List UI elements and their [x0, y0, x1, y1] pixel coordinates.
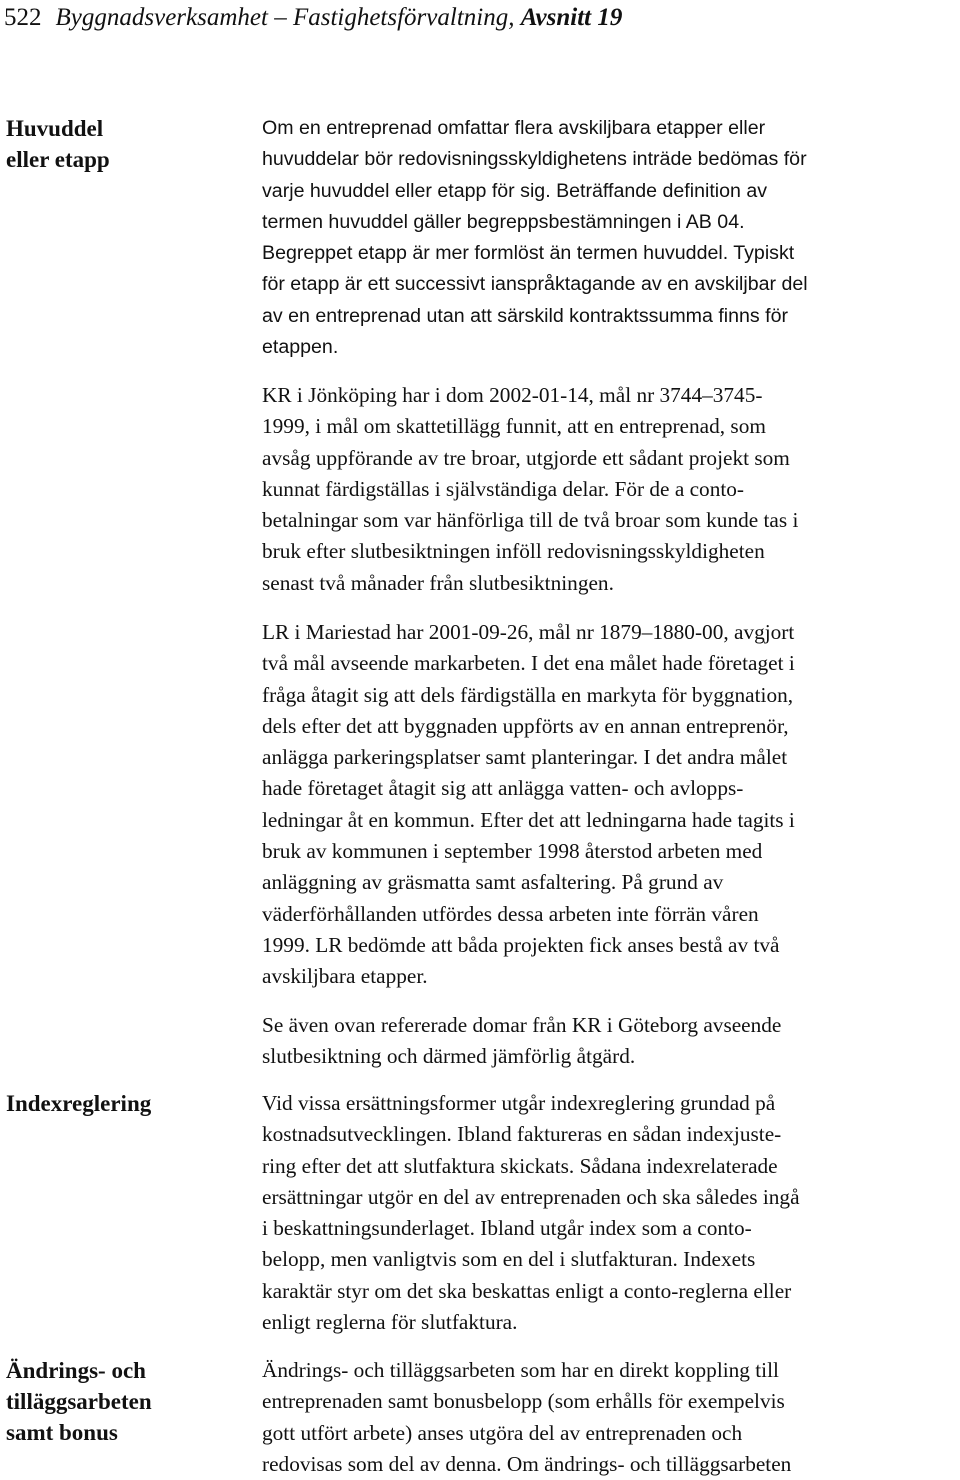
paragraph-lr-mariestad: LR i Mariestad har 2001-09-26, mål nr 1879–1880-00, avgjort två mål avseende markarbeten. I det ena målet hade företaget i fråga åtagit sig att dels färdigställa en markyta för byggnation, dels efter det att byggnaden uppförts av en annan entreprenör, anlägga parkeringsplatser samt planteringar. I det andra målet hade företaget åtagit sig att anlägga vatten- och avlopps- ledningar åt en kommun. Efter det att ledningarna hade tagits i bruk av kommunen i september 1998 återstod arbeten med anläggning av gräsmatta samt asfaltering. På grund av väderförhållanden utfördes dessa arbeten inte förrän våren 1999. LR bedömde att båda projekten fick anses bestå av två avskiljbara etapper.	[262, 620, 795, 989]
paragraph-andringsarbeten: Ändrings- och tilläggsarbeten som har en direkt koppling till entreprenaden samt bonusbelopp (som erhålls för exempelvis gott utfört arbete) anses utgöra del av entreprenaden och redovisas som del av denna. Om ändrings- och tilläggsarbeten	[262, 1358, 792, 1476]
paragraph-se-aven: Se även ovan refererade domar från KR i Göteborg avseende slutbesiktning och därmed jämförlig åtgärd.	[262, 1013, 782, 1069]
page-number: 522	[4, 4, 42, 31]
paragraph-huvuddel: Om en entreprenad omfattar flera avskiljbara etapper eller huvuddelar bör redovisningsskyldighetens inträde bedömas för varje huvuddel eller etapp för sig. Beträffande definition av termen huvuddel gäller begreppsbestämningen i AB 04. Begreppet etapp är mer formlöst än termen huvuddel. Typiskt för etapp är ett successivt ianspråktagande av en avskiljbar del av en entreprenad utan att särskild kontraktssumma finns för etappen.	[262, 117, 808, 359]
side-heading-andringsarbeten: Ändrings- och tilläggsarbeten samt bonus	[6, 1358, 152, 1445]
running-title: Byggnadsverksamhet – Fastighetsförvaltning, Avsnitt 19	[55, 4, 623, 31]
paragraph-kr-jonkoping: KR i Jönköping har i dom 2002-01-14, mål nr 3744–3745- 1999, i mål om skattetillägg funnit, att en entreprenad, som avsåg uppförande av tre broar, utgjorde ett sådant projekt som kunnat färdigställas i självständiga delar. För de a conto- betalningar som var hänförliga till de två broar som kunde tas i bruk efter slutbesiktningen inföll redovisningsskyldigheten senast två månader från slutbesiktningen.	[262, 383, 799, 595]
side-heading-indexreglering: Indexreglering	[6, 1091, 152, 1116]
paragraph-indexreglering: Vid vissa ersättningsformer utgår indexreglering grundad på kostnadsutvecklingen. Ibland faktureras en sådan indexjuste- ring efter det att slutfaktura skickats. Sådana indexrelaterade ersättningar utgör en del av entreprenaden och ska således ingå i beskattningsunderlaget. Ibland utgår index som a conto- belopp, men vanligtvis som en del i slutfakturan. Indexets karaktär styr om det ska beskattas enligt a conto-reglerna eller enligt reglerna för slutfaktura.	[262, 1091, 800, 1335]
page-header	[4, 2, 622, 34]
side-heading-huvuddel: Huvuddel eller etapp	[6, 116, 110, 172]
section-label: Avsnitt 19	[520, 4, 623, 31]
